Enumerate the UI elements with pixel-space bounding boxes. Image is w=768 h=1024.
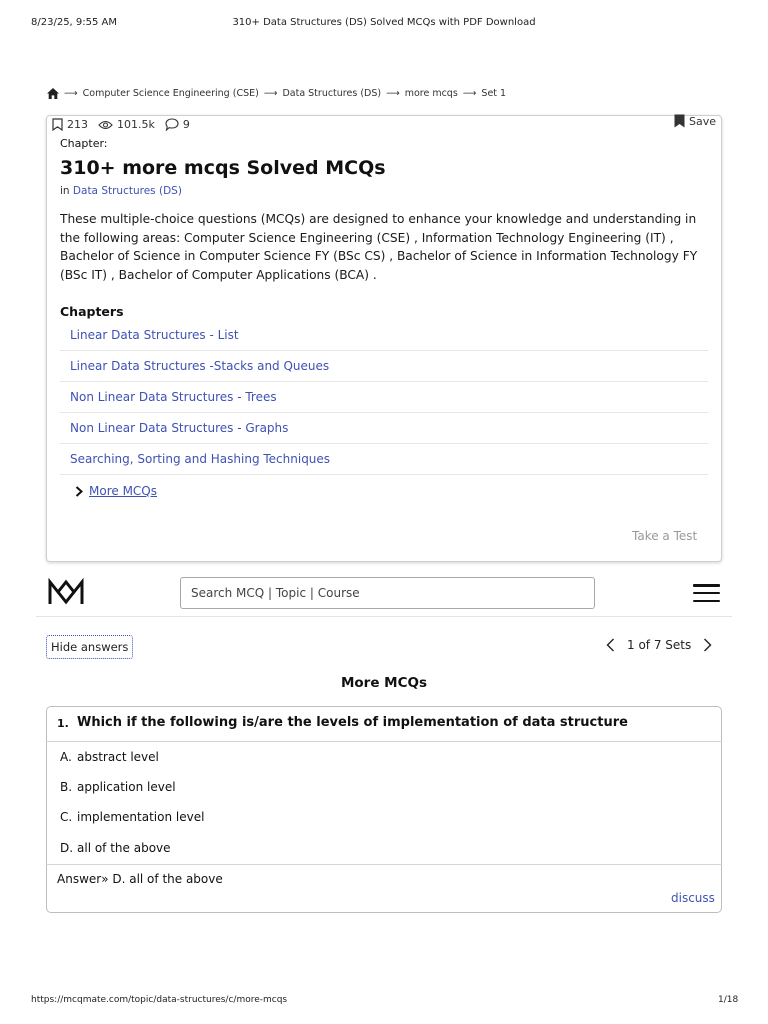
chapters-heading: Chapters [60, 304, 124, 319]
stats-bar [52, 118, 200, 131]
option-letter: C. [60, 810, 73, 824]
option-text: implementation level [77, 810, 205, 824]
chapter-link-list[interactable]: Linear Data Structures - List [60, 320, 708, 351]
print-doc-title: 310+ Data Structures (DS) Solved MCQs with PDF Download [232, 17, 536, 28]
chapter-label: Chapter: [60, 137, 108, 150]
option-d[interactable] [60, 841, 171, 855]
take-test-button[interactable]: Take a Test [632, 529, 698, 543]
hamburger-menu-icon[interactable] [693, 584, 720, 602]
chevron-left-icon [606, 638, 615, 652]
question-number: 1. [57, 717, 69, 730]
print-datetime: 8/23/25, 9:55 AM [31, 17, 118, 28]
set-pager [606, 638, 712, 652]
option-b[interactable] [60, 780, 176, 794]
option-a[interactable] [60, 750, 159, 764]
logo-mark[interactable] [48, 578, 84, 610]
chapter-link-graphs[interactable]: Non Linear Data Structures - Graphs [60, 413, 708, 444]
print-page-number: 1/18 [718, 995, 739, 1005]
option-letter: A. [60, 750, 72, 764]
chapter-list [60, 320, 708, 475]
chevron-right-icon [75, 486, 83, 497]
discuss-link[interactable]: discuss [671, 891, 715, 905]
view-count: 101.5k [98, 118, 155, 131]
question-text: Which if the following is/are the levels of implementation of data structure [77, 715, 628, 730]
comment-icon [165, 118, 179, 131]
section-title: More MCQs [340, 675, 428, 691]
breadcrumb-separator: ⟶ [263, 88, 278, 99]
description: These multiple-choice questions (MCQs) are designed to enhance your knowledge and understanding in the following areas: Computer Science Engineering (CSE) , Information Technology Engineering (IT) , Bachelor of Science in Computer Science FY (BSc CS) , Bachelor of Science in Information Technology FY (BSc IT) , Bachelor of Computer Applications (BCA) . [60, 212, 698, 282]
bookmark-outline-icon [52, 118, 63, 131]
more-mcqs-link[interactable]: More MCQs [89, 484, 157, 498]
comment-count[interactable]: 9 [165, 118, 190, 131]
save-button[interactable]: Save [674, 114, 716, 128]
more-mcqs-toggle[interactable] [75, 484, 157, 498]
print-url: https://mcqmate.com/topic/data-structures/c/more-mcqs [31, 995, 288, 1005]
eye-icon [98, 120, 113, 130]
option-letter: D. [60, 841, 74, 855]
answer-divider [46, 864, 722, 865]
option-letter: B. [60, 780, 73, 794]
set-counter: 1 of 7 Sets [627, 638, 692, 652]
option-text: abstract level [77, 750, 159, 764]
breadcrumb-item-set[interactable]: Set 1 [481, 88, 507, 99]
subject-link[interactable]: Data Structures (DS) [72, 185, 182, 197]
chapter-link-stacks-queues[interactable]: Linear Data Structures -Stacks and Queues [60, 351, 708, 382]
chevron-right-icon [703, 638, 712, 652]
option-text: application level [77, 780, 176, 794]
home-icon[interactable] [47, 88, 59, 99]
breadcrumb [47, 88, 506, 99]
answer-text: Answer» D. all of the above [57, 872, 223, 886]
chapter-link-searching-sorting[interactable]: Searching, Sorting and Hashing Techniques [60, 444, 708, 475]
breadcrumb-separator: ⟶ [462, 88, 477, 99]
breadcrumb-item-ds[interactable]: Data Structures (DS) [282, 88, 382, 99]
option-text: all of the above [77, 841, 171, 855]
breadcrumb-separator: ⟶ [64, 88, 78, 99]
prev-set-button[interactable] [606, 638, 615, 652]
bookmark-count[interactable]: 213 [52, 118, 88, 131]
bookmark-filled-icon [674, 114, 685, 128]
search-input[interactable] [180, 577, 595, 609]
breadcrumb-item-cse[interactable]: Computer Science Engineering (CSE) [82, 88, 259, 99]
chapter-link-trees[interactable]: Non Linear Data Structures - Trees [60, 382, 708, 413]
subject-line: in Data Structures (DS) [60, 185, 182, 197]
breadcrumb-separator: ⟶ [386, 88, 400, 99]
breadcrumb-item-more-mcqs[interactable]: more mcqs [404, 88, 458, 99]
page-title: 310+ more mcqs Solved MCQs [60, 157, 386, 179]
navbar-divider [36, 616, 732, 617]
next-set-button[interactable] [703, 638, 712, 652]
hide-answers-button[interactable]: Hide answers [46, 635, 133, 659]
option-c[interactable] [60, 810, 204, 824]
